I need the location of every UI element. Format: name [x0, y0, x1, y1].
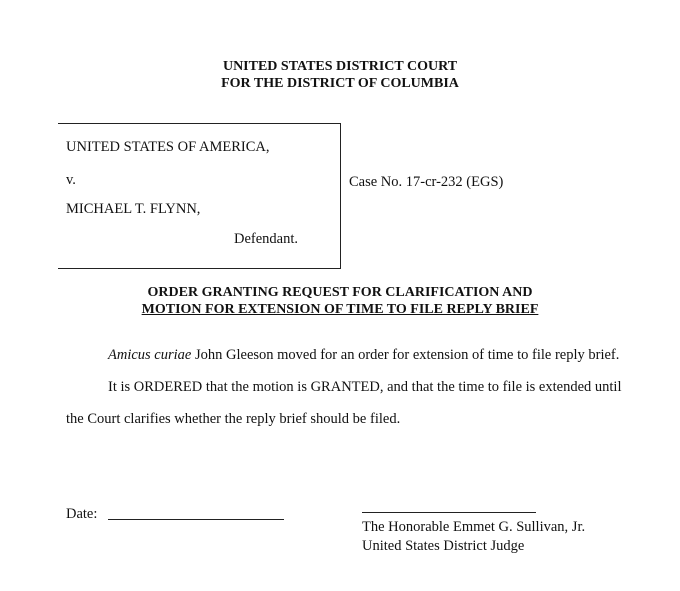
caption-defendant-label: Defendant. — [234, 231, 299, 247]
court-name: UNITED STATES DISTRICT COURT — [222, 59, 458, 74]
date-blank-line — [108, 519, 284, 520]
order-title-line2: MOTION FOR EXTENSION OF TIME TO FILE REPLY BRIEF — [141, 302, 539, 317]
date-label: Date: — [66, 506, 98, 522]
caption-plaintiff: UNITED STATES OF AMERICA, — [66, 139, 270, 155]
court-heading — [0, 58, 680, 92]
caption-defendant-name: MICHAEL T. FLYNN, — [66, 201, 201, 217]
signature-line — [362, 512, 536, 513]
caption-versus: v. — [66, 172, 76, 188]
order-paragraph-1 — [108, 347, 619, 364]
order-paragraph-2-line2: the Court clarifies whether the reply brief should be filed. — [66, 411, 401, 427]
case-number: Case No. 17-cr-232 (EGS) — [349, 174, 504, 190]
court-district: FOR THE DISTRICT OF COLUMBIA — [221, 76, 459, 91]
order-title-line1: ORDER GRANTING REQUEST FOR CLARIFICATION AND — [147, 285, 533, 300]
judge-title: United States District Judge — [362, 538, 525, 554]
case-caption-box — [58, 123, 341, 269]
order-paragraph-2-line1: It is ORDERED that the motion is GRANTED, and that the time to file is extended until — [108, 379, 622, 395]
amicus-curiae-italic: Amicus curiae — [108, 347, 192, 363]
order-paragraph-1-text: John Gleeson moved for an order for extension of time to file reply brief. — [191, 347, 620, 363]
judge-name: The Honorable Emmet G. Sullivan, Jr. — [362, 519, 586, 535]
order-title — [0, 284, 680, 318]
